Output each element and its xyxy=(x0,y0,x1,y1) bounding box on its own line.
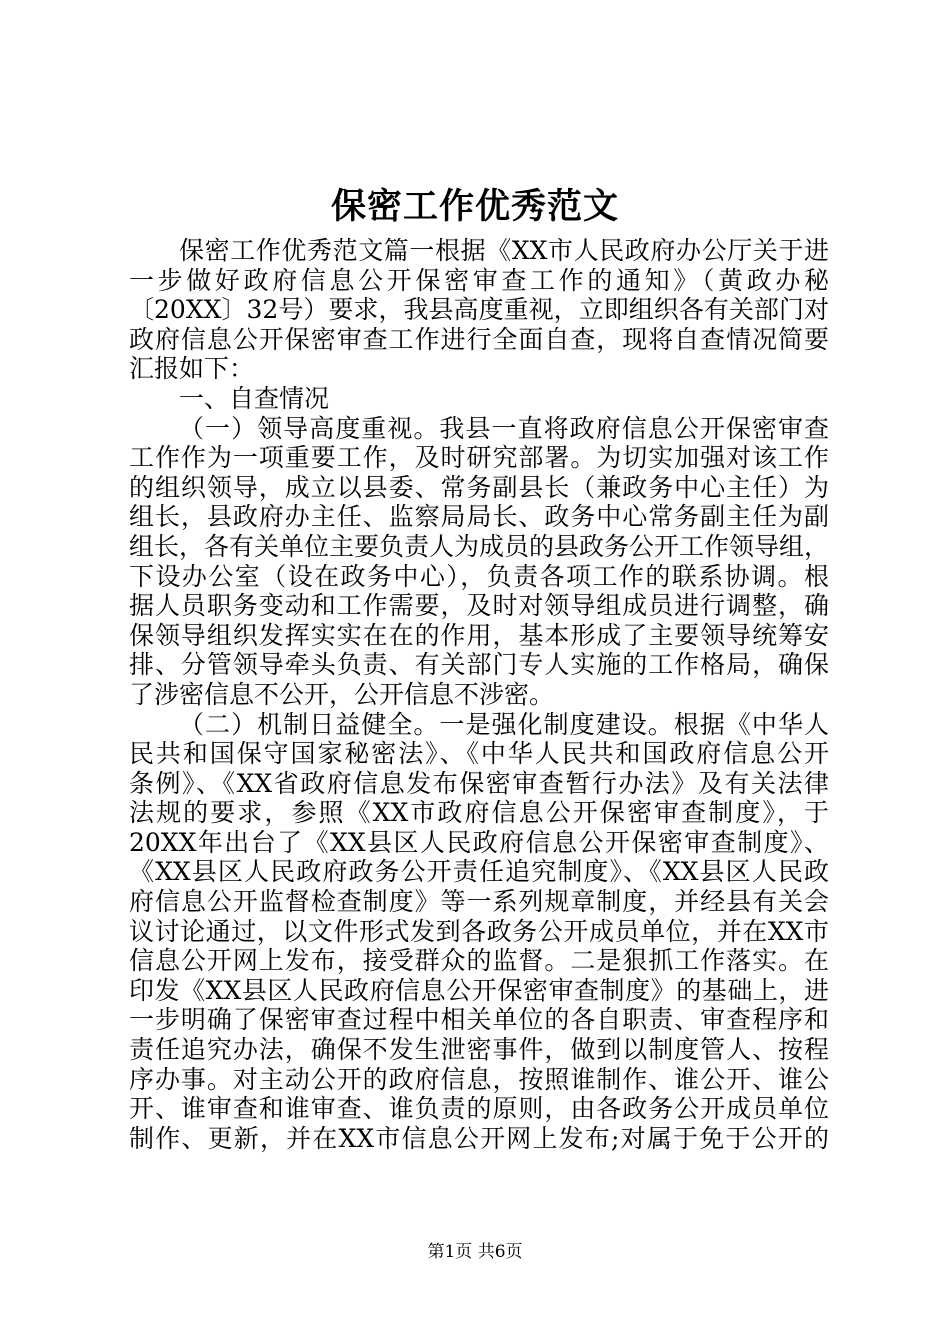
text-line: 责任追究办法，确保不发生泄密事件，做到以制度管人、按程 xyxy=(129,1035,829,1065)
page-footer: 第1页 共6页 xyxy=(427,1242,523,1262)
text-line: 下设办公室（设在政务中心），负责各项工作的联系协调。根 xyxy=(129,561,829,591)
text-line: 组长，县政府办主任、监察局局长、政务中心常务副主任为副 xyxy=(129,502,829,532)
text-line: （二）机制日益健全。一是强化制度建设。根据《中华人 xyxy=(179,709,829,739)
text-line: 法规的要求，参照《XX市政府信息公开保密审查制度》，于 xyxy=(129,798,829,828)
text-line: 民共和国保守国家秘密法》、《中华人民共和国政府信息公开 xyxy=(129,739,829,769)
text-line: 20XX年出台了《XX县区人民政府信息公开保密审查制度》、 xyxy=(129,827,829,857)
text-line: 一步明确了保密审查过程中相关单位的各自职责、审查程序和 xyxy=(129,1005,829,1035)
text-line: 保领导组织发挥实实在在的作用，基本形成了主要领导统筹安 xyxy=(129,620,829,650)
text-line: 议讨论通过，以文件形式发到各政务公开成员单位，并在XX市 xyxy=(129,916,829,946)
text-line: 府信息公开监督检查制度》等一系列规章制度，并经县有关会 xyxy=(129,887,829,917)
text-line: 政府信息公开保密审查工作进行全面自查，现将自查情况简要 xyxy=(129,324,829,354)
text-line: 一步做好政府信息公开保密审查工作的通知》（黄政办秘 xyxy=(129,265,829,295)
text-line: 排、分管领导牵头负责、有关部门专人实施的工作格局，确保 xyxy=(129,650,829,680)
text-line: 的组织领导，成立以县委、常务副县长（兼政务中心主任）为 xyxy=(129,472,829,502)
text-line: 组长，各有关单位主要负责人为成员的县政务公开工作领导组， xyxy=(129,531,830,561)
text-line: 〔20XX〕32号）要求，我县高度重视，立即组织各有关部门对 xyxy=(129,295,829,325)
text-line: 汇报如下： xyxy=(129,354,255,384)
text-line: 一、自查情况 xyxy=(179,383,330,413)
text-line: （一）领导高度重视。我县一直将政府信息公开保密审查 xyxy=(179,413,829,443)
text-line: 制作、更新，并在XX市信息公开网上发布;对属于免于公开的 xyxy=(129,1123,829,1153)
text-line: 开、谁审查和谁审查、谁负责的原则，由各政务公开成员单位 xyxy=(129,1094,829,1124)
text-line: 据人员职务变动和工作需要，及时对领导组成员进行调整，确 xyxy=(129,591,829,621)
text-line: 了涉密信息不公开，公开信息不涉密。 xyxy=(129,679,555,709)
text-line: 印发《XX县区人民政府信息公开保密审查制度》的基础上，进 xyxy=(129,975,829,1005)
document-body xyxy=(129,236,829,1153)
text-line: 条例》、《XX省政府信息发布保密审查暂行办法》及有关法律 xyxy=(129,768,829,798)
text-line: 保密工作优秀范文篇一根据《XX市人民政府办公厅关于进 xyxy=(179,236,829,265)
text-line: 序办事。对主动公开的政府信息，按照谁制作、谁公开、谁公 xyxy=(129,1064,829,1094)
text-line: 工作作为一项重要工作，及时研究部署。为切实加强对该工作 xyxy=(129,443,829,473)
document-title: 保密工作优秀范文 xyxy=(330,186,619,227)
text-line: 信息公开网上发布，接受群众的监督。二是狠抓工作落实。在 xyxy=(129,946,829,976)
text-line: 《XX县区人民政府政务公开责任追究制度》、《XX县区人民政 xyxy=(129,857,829,887)
